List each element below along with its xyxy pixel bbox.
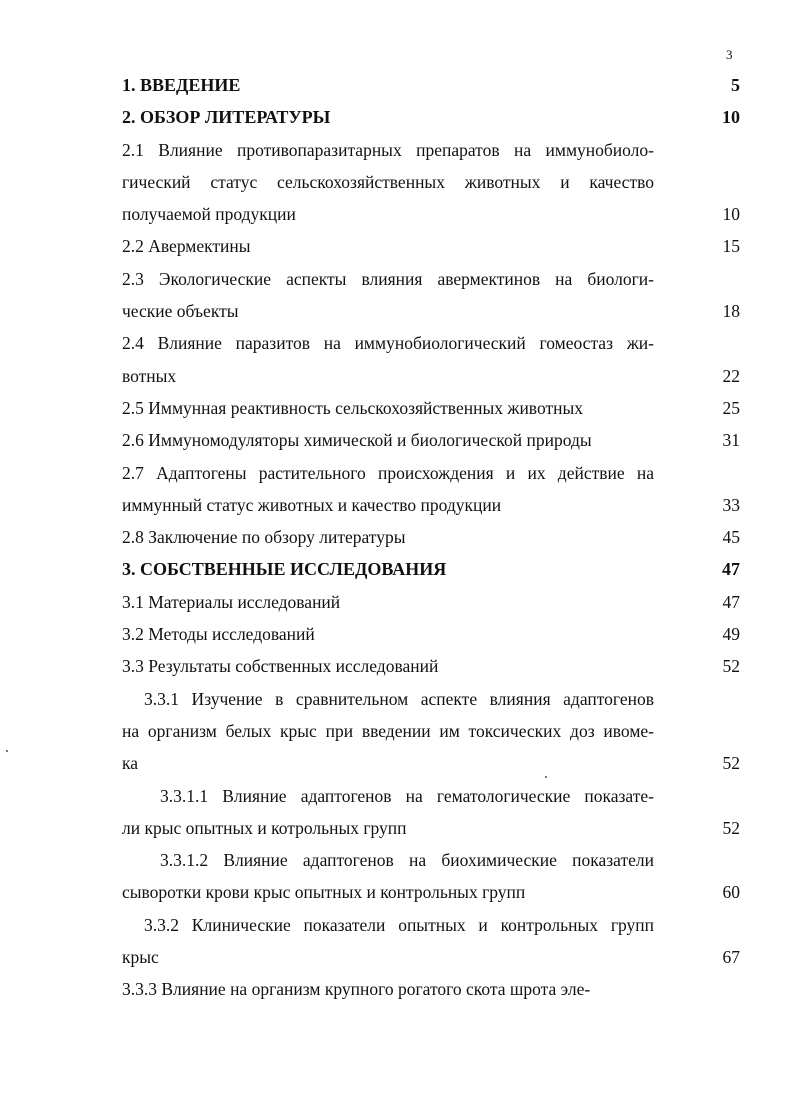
toc-entry-text: сыворотки крови крыс опытных и контрольных групп (122, 882, 526, 903)
toc-entry-text: гический статус сельскохозяйственных животных и качество (122, 171, 654, 192)
toc-entry-text: 1. ВВЕДЕНИЕ (122, 75, 241, 95)
toc-entry-text: 3.3.1.1 Влияние адаптогенов на гематологические показате- (160, 785, 654, 806)
toc-entry (122, 392, 740, 424)
toc-entry (122, 327, 740, 392)
toc-entry-text: 3.3.2 Клинические показатели опытных и контрольных групп (144, 914, 654, 935)
toc-entry-text: ли крыс опытных и котрольных групп (122, 817, 407, 838)
toc-entry-text: вотных (122, 365, 177, 386)
scan-speck (6, 750, 8, 752)
toc-page-number: 22 (722, 365, 740, 386)
table-of-contents (122, 69, 740, 1006)
toc-entry (122, 683, 740, 780)
toc-page-number: 18 (722, 301, 740, 322)
toc-entry (122, 844, 740, 909)
toc-entry-text: 2.6 Иммуномодуляторы химической и биологической природы (122, 430, 592, 451)
toc-entry-text: 2.7 Адаптогены растительного происхождения и их действие на (122, 462, 654, 483)
toc-page-number: 15 (722, 236, 740, 257)
toc-entry (122, 263, 740, 328)
toc-entry-text: 2. ОБЗОР ЛИТЕРАТУРЫ (122, 107, 331, 128)
toc-entry-text: на организм белых крыс при введении им токсических доз ивоме- (122, 720, 654, 741)
toc-entry-text: 2.5 Иммунная реактивность сельскохозяйственных животных (122, 397, 583, 418)
toc-entry (122, 650, 740, 682)
toc-entry-text: 3.1 Материалы исследований (122, 591, 341, 612)
page-number: 3 (726, 47, 733, 62)
toc-entry (122, 973, 740, 1005)
toc-entry-text: 3. СОБСТВЕННЫЕ ИССЛЕДОВАНИЯ (122, 559, 447, 580)
toc-entry-text: ка (122, 753, 139, 774)
toc-entry (122, 780, 740, 845)
toc-entry-text: 2.4 Влияние паразитов на иммунобиологический гомеостаз жи- (122, 333, 654, 354)
toc-page-number: 47 (722, 559, 740, 580)
toc-page-number: 52 (722, 817, 740, 838)
toc-entry (122, 424, 740, 456)
toc-entry-text: 3.3.1 Изучение в сравнительном аспекте влияния адаптогенов (144, 688, 654, 709)
toc-entry (122, 618, 740, 650)
toc-page-number: 60 (722, 882, 740, 903)
toc-entry-text: 3.3 Результаты собственных исследований (122, 656, 439, 677)
toc-entry (122, 230, 740, 262)
toc-page-number: 33 (722, 494, 740, 515)
toc-entry-text: 3.2 Методы исследований (122, 624, 315, 645)
toc-entry-text: 3.3.3 Влияние на организм крупного рогатого скота шрота эле- (122, 979, 591, 1000)
toc-entry-text: 3.3.1.2 Влияние адаптогенов на биохимические показатели (160, 850, 654, 871)
toc-page-number: 67 (722, 947, 740, 968)
toc-heading-entry (122, 553, 740, 585)
toc-entry-text: 2.8 Заключение по обзору литературы (122, 527, 406, 548)
toc-page-number: 10 (722, 107, 740, 128)
toc-page-number: 52 (722, 753, 740, 774)
toc-entry-text: крыс (122, 947, 159, 968)
toc-entry-text: иммунный статус животных и качество продукции (122, 494, 502, 515)
scan-speck (545, 776, 547, 778)
toc-entry (122, 909, 740, 974)
toc-page-number: 10 (722, 204, 740, 225)
toc-entry (122, 134, 740, 231)
toc-heading-entry (122, 101, 740, 133)
toc-entry-text: 2.3 Экологические аспекты влияния авермектинов на биологи- (122, 268, 654, 289)
toc-page-number: 25 (722, 397, 740, 418)
toc-page-number: 5 (731, 75, 740, 95)
toc-page-number: 52 (722, 656, 740, 677)
toc-entry-text: ческие объекты (122, 301, 239, 322)
toc-entry (122, 521, 740, 553)
toc-page-number: 45 (722, 527, 740, 548)
toc-heading-entry (122, 69, 740, 101)
toc-page-number: 47 (722, 591, 740, 612)
toc-page-number: 31 (722, 430, 740, 451)
toc-entry-text: получаемой продукции (122, 204, 296, 225)
toc-entry (122, 586, 740, 618)
toc-page-number: 49 (722, 624, 740, 645)
toc-entry (122, 457, 740, 522)
toc-entry-text: 2.2 Авермектины (122, 236, 251, 257)
toc-entry-text: 2.1 Влияние противопаразитарных препаратов на иммунобиоло- (122, 139, 654, 160)
